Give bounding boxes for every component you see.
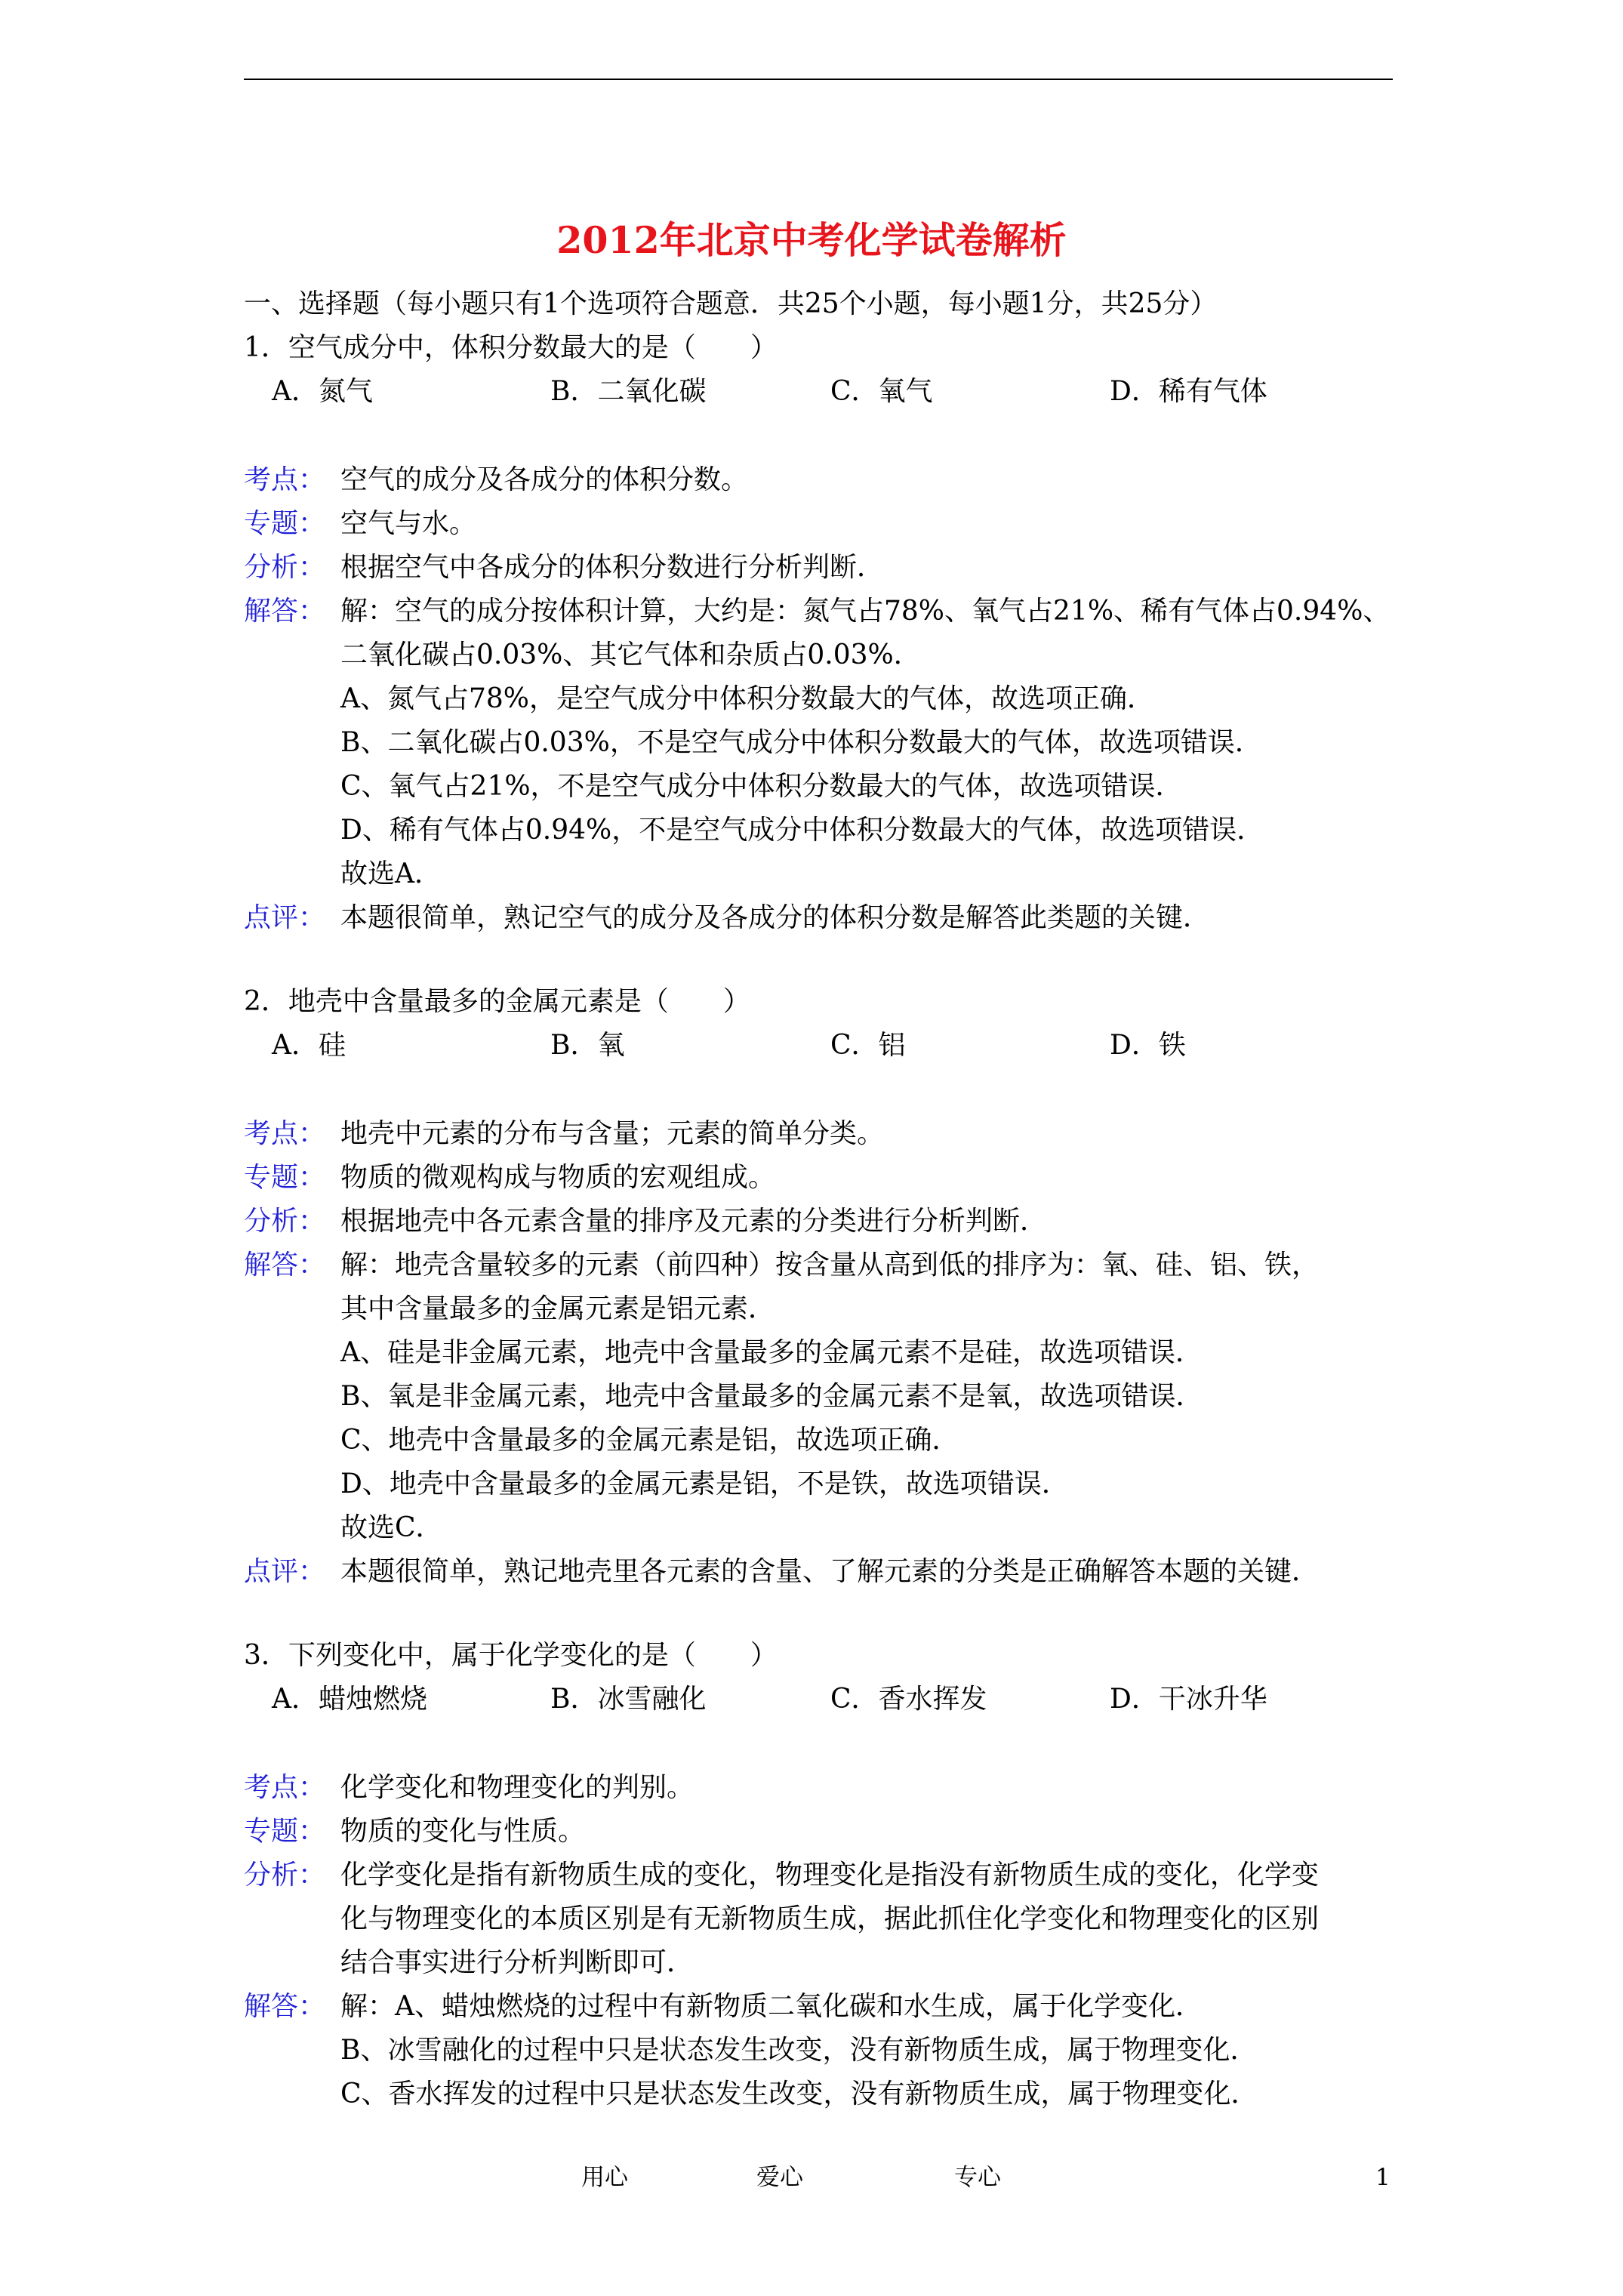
q2-kaodian-label: 考点： xyxy=(244,1118,326,1149)
q2-dianping-text: 本题很简单，熟记地壳里各元素的含量、了解元素的分类是正确解答本题的关键． xyxy=(340,1556,1320,1587)
q1-jieda-label: 解答： xyxy=(244,596,326,627)
q3-option-a: A．蜡烛燃烧 xyxy=(272,1684,427,1715)
q1-option-d: D．稀有气体 xyxy=(1110,376,1267,407)
q1-option-b: B．二氧化碳 xyxy=(550,376,707,407)
q1-fenxi-label: 分析： xyxy=(244,552,326,583)
section-heading: 一、选择题（每小题只有1个选项符合题意．共25个小题，每小题1分，共25分） xyxy=(244,288,1218,319)
q2-jieda-label: 解答： xyxy=(244,1250,326,1281)
q2-kaodian-text: 地壳中元素的分布与含量；元素的简单分类。 xyxy=(340,1118,885,1149)
q1-jieda-line: B、二氧化碳占0.03%，不是空气成分中体积分数最大的气体，故选项错误． xyxy=(340,727,1262,758)
q1-option-a: A．氮气 xyxy=(272,376,373,407)
q3-fenxi-label: 分析： xyxy=(244,1860,326,1891)
q2-option-a: A．硅 xyxy=(272,1030,346,1061)
q2-jieda-line: 其中含量最多的金属元素是铝元素． xyxy=(340,1293,776,1324)
q2-jieda-line: B、氧是非金属元素，地壳中含量最多的金属元素不是氧，故选项错误． xyxy=(340,1381,1203,1412)
q3-jieda-line: C、香水挥发的过程中只是状态发生改变，没有新物质生成，属于物理变化． xyxy=(340,2079,1258,2110)
q2-option-b: B．氧 xyxy=(550,1030,625,1061)
q1-zhuanti-label: 专题： xyxy=(244,508,326,539)
q3-fenxi-line: 化学变化是指有新物质生成的变化，物理变化是指没有新物质生成的变化，化学变 xyxy=(340,1860,1320,1891)
q2-dianping-label: 点评： xyxy=(244,1556,326,1587)
q3-jieda-label: 解答： xyxy=(244,1991,326,2022)
footer-item: 用心 xyxy=(581,2164,628,2191)
q1-jieda-line: 二氧化碳占0.03%、其它气体和杂质占0.03%． xyxy=(340,639,921,670)
q2-jieda-line: 解：地壳含量较多的元素（前四种）按含量从高到低的排序为：氧、硅、铝、铁， xyxy=(340,1250,1320,1281)
q1-jieda-line: D、稀有气体占0.94%，不是空气成分中体积分数最大的气体，故选项错误． xyxy=(340,815,1264,846)
q1-jieda-line: 故选A． xyxy=(340,858,442,889)
q3-jieda-line: 解：A、蜡烛燃烧的过程中有新物质二氧化碳和水生成，属于化学变化． xyxy=(340,1991,1203,2022)
header-rule xyxy=(244,79,1393,80)
q1-dianping-text: 本题很简单，熟记空气的成分及各成分的体积分数是解答此类题的关键． xyxy=(340,902,1211,933)
q3-kaodian-text: 化学变化和物理变化的判别。 xyxy=(340,1772,694,1803)
q2-fenxi-label: 分析： xyxy=(244,1206,326,1237)
q2-stem: 2．地壳中含量最多的金属元素是（ ） xyxy=(244,986,750,1017)
q1-jieda-line: 解：空气的成分按体积计算，大约是：氮气占78%、氧气占21%、稀有气体占0.94%、 xyxy=(340,596,1390,627)
q3-kaodian-label: 考点： xyxy=(244,1772,326,1803)
q3-fenxi-line: 结合事实进行分析判断即可． xyxy=(340,1947,694,1978)
q3-zhuanti-text: 物质的变化与性质。 xyxy=(340,1816,586,1847)
q2-jieda-line: 故选C． xyxy=(340,1512,443,1543)
document-title: 2012年北京中考化学试卷解析 xyxy=(556,218,1067,262)
q2-zhuanti-text: 物质的微观构成与物质的宏观组成。 xyxy=(340,1162,776,1193)
q1-fenxi-text: 根据空气中各成分的体积分数进行分析判断． xyxy=(340,552,885,583)
q1-option-c: C．氧气 xyxy=(830,376,933,407)
q3-stem: 3．下列变化中，属于化学变化的是（ ） xyxy=(244,1640,778,1671)
q1-stem: 1．空气成分中，体积分数最大的是（ ） xyxy=(244,332,778,363)
q1-kaodian-label: 考点： xyxy=(244,464,326,495)
q1-jieda-line: C、氧气占21%，不是空气成分中体积分数最大的气体，故选项错误． xyxy=(340,771,1183,802)
q2-jieda-line: A、硅是非金属元素，地壳中含量最多的金属元素不是硅，故选项错误． xyxy=(340,1337,1203,1368)
footer-item: 爱心 xyxy=(756,2164,803,2191)
q3-jieda-line: B、冰雪融化的过程中只是状态发生改变，没有新物质生成，属于物理变化． xyxy=(340,2035,1258,2066)
q1-dianping-label: 点评： xyxy=(244,902,326,933)
q3-option-c: C．香水挥发 xyxy=(830,1684,987,1715)
q1-jieda-line: A、氮气占78%，是空气成分中体积分数最大的气体，故选项正确． xyxy=(340,683,1155,714)
q1-zhuanti-text: 空气与水。 xyxy=(340,508,477,539)
q2-jieda-line: C、地壳中含量最多的金属元素是铝，故选项正确． xyxy=(340,1425,959,1456)
q3-zhuanti-label: 专题： xyxy=(244,1816,326,1847)
q2-fenxi-text: 根据地壳中各元素含量的排序及元素的分类进行分析判断． xyxy=(340,1206,1048,1237)
q3-option-d: D．干冰升华 xyxy=(1110,1684,1267,1715)
q2-zhuanti-label: 专题： xyxy=(244,1162,326,1193)
footer-item: 专心 xyxy=(954,2164,1001,2191)
q3-fenxi-line: 化与物理变化的本质区别是有无新物质生成，据此抓住化学变化和物理变化的区别 xyxy=(340,1903,1320,1934)
q2-option-d: D．铁 xyxy=(1110,1030,1186,1061)
q2-jieda-line: D、地壳中含量最多的金属元素是铝，不是铁，故选项错误． xyxy=(340,1469,1069,1499)
q2-option-c: C．铝 xyxy=(830,1030,906,1061)
q1-kaodian-text: 空气的成分及各成分的体积分数。 xyxy=(340,464,749,495)
q3-option-b: B．冰雪融化 xyxy=(550,1684,707,1715)
page-number: 1 xyxy=(1375,2164,1390,2191)
